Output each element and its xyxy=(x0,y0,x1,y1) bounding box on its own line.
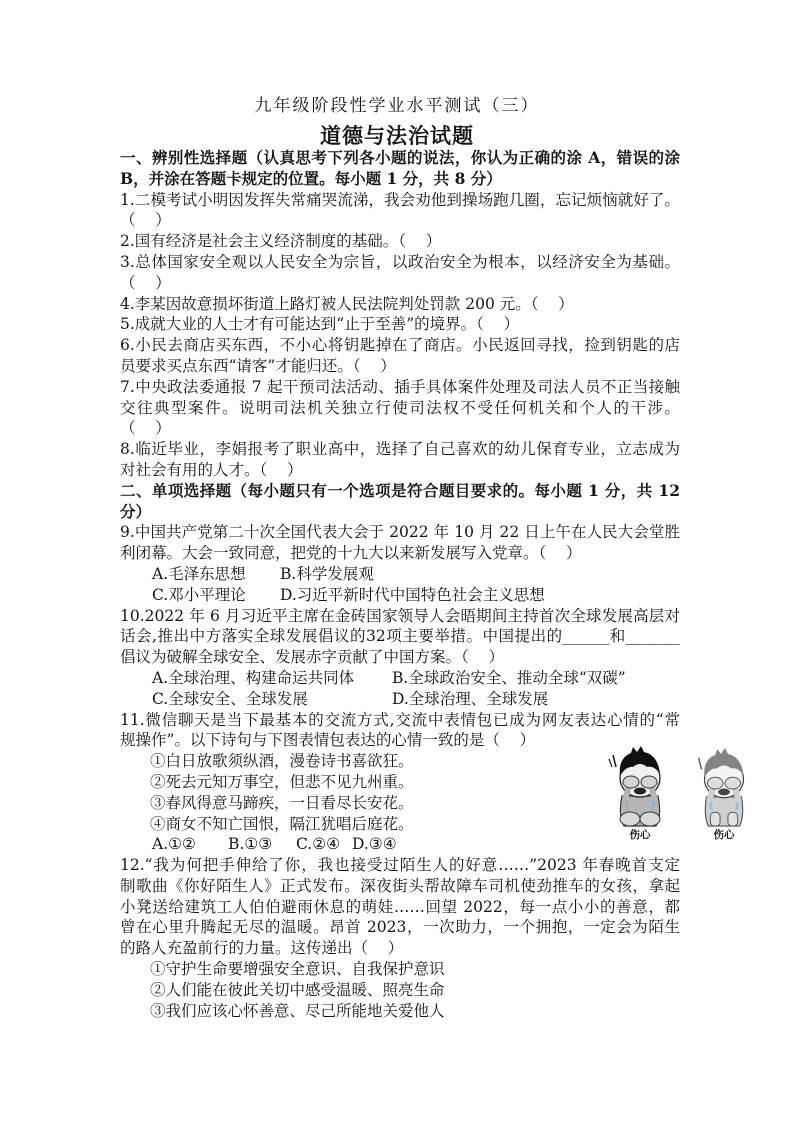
subject-title: 道德与法治试题 xyxy=(320,123,474,148)
option-b: B.全球政治安全、推动全球“双碳” xyxy=(392,668,626,687)
question-6 xyxy=(120,335,682,377)
option-c: C.全球安全、全球发展 xyxy=(152,689,308,708)
options-row xyxy=(120,668,682,689)
option-d: D.全球治理、全球发展 xyxy=(392,689,549,708)
question-text: 6.小民去商店买东西，不小心将钥匙掉在了商店。小民返回寻找，捡到钥匙的店 xyxy=(120,336,680,355)
question-text: 8.临近毕业，李娟报考了职业高中，选择了自己喜欢的幼儿保育专业，立志成为 xyxy=(120,440,680,459)
question-text: 1.二模考试小明因发挥失常痛哭流涕，我会劝他到操场跑几圈，忘记烦恼就好了。 xyxy=(120,190,680,209)
question-1 xyxy=(120,190,682,232)
question-text: 2.国有经济是社会主义经济制度的基础。（ ） xyxy=(120,232,442,251)
question-text: 12.“我为何把手伸给了你，我也接受过陌生人的好意……”2023 年春晚首支定 xyxy=(120,856,680,875)
option-d: D.习近平新时代中国特色社会主义思想 xyxy=(280,585,545,604)
section-heading: 一、辨别性选择题（认真思考下列各小题的说法，你认为正确的涂 A，错误的涂 xyxy=(120,148,680,167)
question-10 xyxy=(120,606,682,710)
options-row xyxy=(120,564,682,585)
answer-bracket: （ ） xyxy=(120,211,171,230)
statement-4: ④商女不知亡国恨，隔江犹唱后庭花。 xyxy=(150,814,414,833)
options-row xyxy=(120,834,682,855)
question-text: 9.中国共产党第二十次全国代表大会于 2022 年 10 月 22 日上午在人民大会堂胜 xyxy=(120,523,680,542)
option-a: A.毛泽东思想 xyxy=(152,564,246,583)
question-text: 话会,推出中方落实全球发展倡议的32项主要举措。中国提出的______和_______ xyxy=(120,627,680,646)
sad-sticker-2 xyxy=(690,748,758,842)
section-heading: 二、单项选择题（每小题只有一个选项是符合题目要求的。每小题 1 分，共 12 xyxy=(120,480,680,500)
section-2 xyxy=(120,481,682,1022)
question-text: 利闭幕。大会一致同意，把党的十九大以来新发展写入党章。（ ） xyxy=(120,544,582,563)
question-12 xyxy=(120,855,682,1021)
exam-body xyxy=(120,148,682,1021)
statement-3: ③春风得意马蹄疾，一日看尽长安花。 xyxy=(150,793,414,812)
options-row xyxy=(120,585,682,606)
question-text: 的路人充盈前行的力量。这传递出（ ） xyxy=(120,939,404,958)
question-text: 制歌曲《你好陌生人》正式发布。深夜街头帮故障车司机使劲推车的女孩，拿起 xyxy=(120,876,680,895)
crying-boy-icon xyxy=(690,748,758,828)
statement-2: ②人们能在彼此关切中感受温暖、照亮生命 xyxy=(150,980,445,999)
section-heading: B，并涂在答题卡规定的位置。每小题 1 分，共 8 分） xyxy=(120,168,502,188)
question-text: 5.成就大业的人士才有可能达到“止于至善”的境界。（ ） xyxy=(120,315,520,334)
statement-3: ③我们应该心怀善意、尽己所能地关爱他人 xyxy=(150,1001,445,1020)
question-5 xyxy=(120,314,682,335)
statement-2: ②死去元知万事空，但悲不见九州重。 xyxy=(150,772,414,791)
question-8 xyxy=(120,439,682,481)
question-text: 员要求买点东西“请客”才能归还。（ ） xyxy=(120,356,396,375)
question-text: 倡议为破解全球安全、发展赤字贡献了中国方案。（ ） xyxy=(120,648,504,667)
section-heading: 分） xyxy=(120,501,152,521)
option-b: B.科学发展观 xyxy=(280,564,374,583)
statement-1: ①守护生命要增强安全意识、自我保护意识 xyxy=(150,960,445,979)
question-text: 3.总体国家安全观以人民安全为宗旨，以政治安全为根本，以经济安全为基础。 xyxy=(120,252,680,271)
question-4 xyxy=(120,294,682,315)
section-1 xyxy=(120,148,682,481)
option-c: C.②④ xyxy=(296,835,341,854)
sticker-caption: 伤心 xyxy=(629,829,651,841)
question-3 xyxy=(120,252,682,294)
options-row xyxy=(120,689,682,710)
question-text: 4.李某因故意损坏街道上路灯被人民法院判处罚款 200 元。（ ） xyxy=(120,294,574,313)
option-c: C.邓小平理论 xyxy=(152,585,246,604)
question-text: 10.2022 年 6 月习近平主席在金砖国家领导人会晤期间主持首次全球发展高层对 xyxy=(120,606,680,625)
option-d: D.③④ xyxy=(352,835,397,854)
question-text: 7.中央政法委通报 7 起干预司法活动、插手具体案件处理及司法人员不正当接触 xyxy=(120,377,680,396)
crying-boy-icon xyxy=(606,746,674,828)
sticker-caption: 伤心 xyxy=(713,829,735,841)
question-text: 交往典型案件。说明司法机关独立行使司法权不受任何机关和个人的干涉。 xyxy=(120,398,680,417)
question-text: 小凳送给建筑工人伯伯避雨休息的萌娃……回望 2022，每一点小小的善意，都 xyxy=(120,897,680,916)
sad-sticker-1 xyxy=(606,746,674,842)
question-9 xyxy=(120,522,682,605)
exam-title: 九年级阶段性学业水平测试（三） xyxy=(254,96,540,116)
option-b: B.①③ xyxy=(228,835,273,854)
answer-bracket: （ ） xyxy=(120,273,171,292)
question-text: 曾在心里升腾起无尽的温暖。昂首 2023，一次助力，一个拥抱，一定会为陌生 xyxy=(120,918,680,937)
question-7 xyxy=(120,377,682,439)
question-text: 规操作”。以下诗句与下图表情包表达的心情一致的是（ ） xyxy=(120,731,536,750)
question-text: 11.微信聊天是当下最基本的交流方式,交流中表情包已成为网友表达心情的“常 xyxy=(120,710,680,729)
question-2 xyxy=(120,231,682,252)
option-a: A.①② xyxy=(152,835,196,854)
question-text: 对社会有用的人才。（ ） xyxy=(120,460,303,479)
option-a: A.全球治理、构建命运共同体 xyxy=(152,668,355,687)
answer-bracket: （ ） xyxy=(120,419,171,438)
statement-1: ①白日放歌须纵酒，漫卷诗书喜欲狂。 xyxy=(150,752,414,771)
question-11 xyxy=(120,710,682,856)
